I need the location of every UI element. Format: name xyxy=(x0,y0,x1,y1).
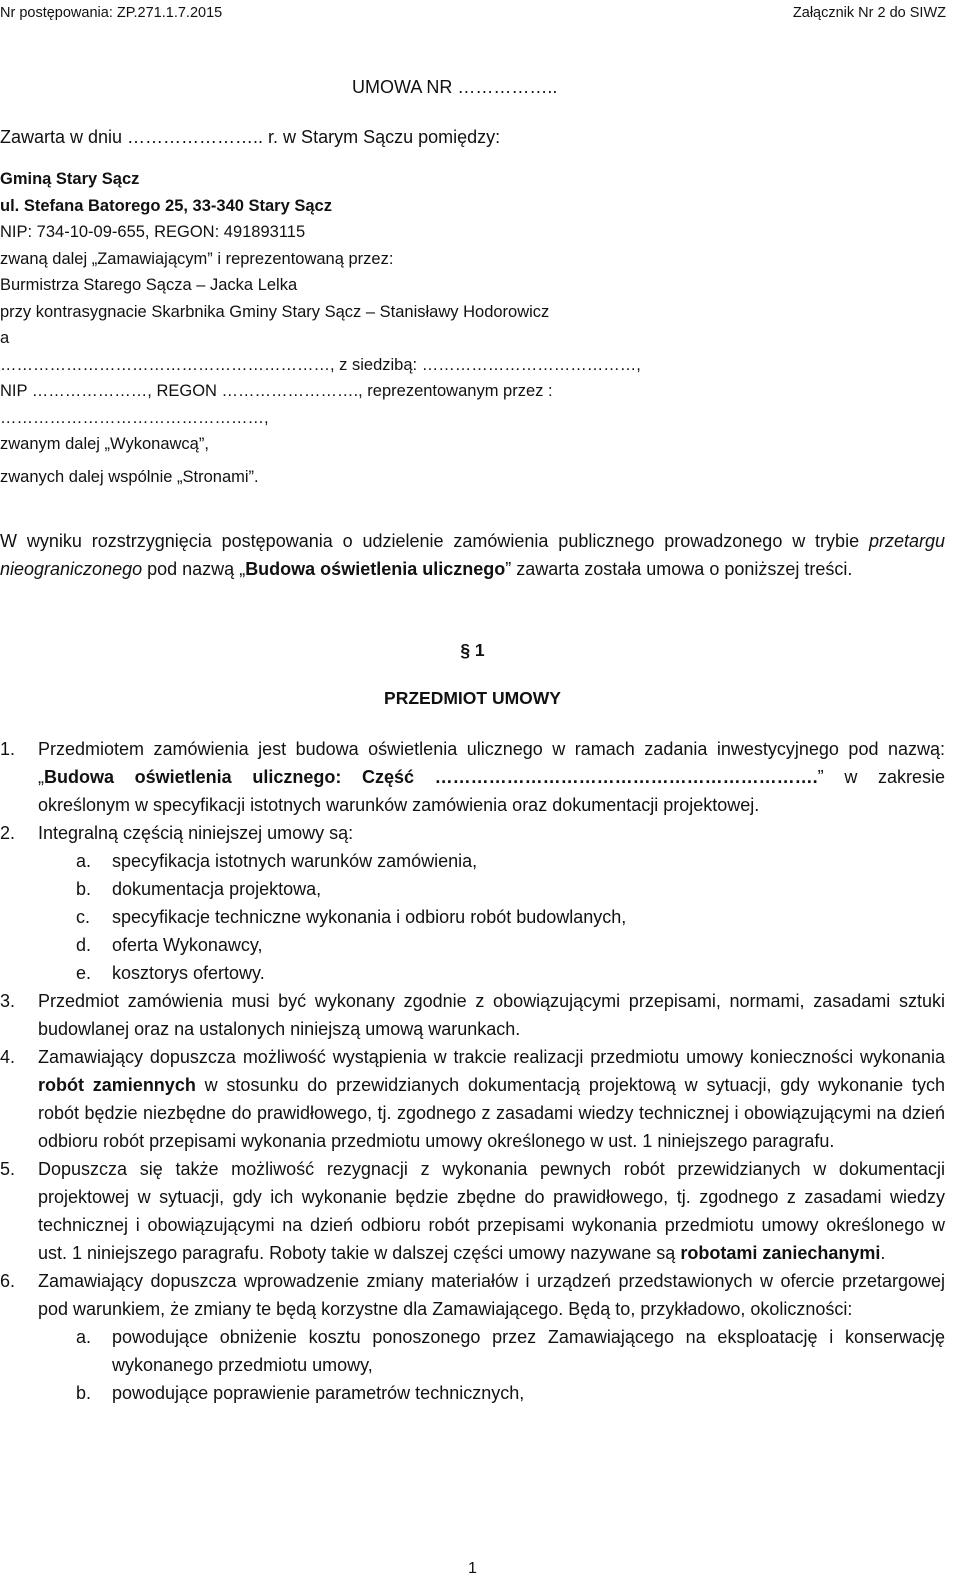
procurement-mode: przetargu nieograniczonego xyxy=(0,531,945,579)
party-ids: NIP: 734-10-09-655, REGON: 491893115 xyxy=(0,223,306,241)
preamble-text-3: ” zawarta została umowa o poniższej treści. xyxy=(505,559,853,579)
contractor-called: zwanym dalej „Wykonawcą”, xyxy=(0,435,209,453)
list-item xyxy=(0,819,945,847)
sub-item-letter: e. xyxy=(76,963,92,983)
header-attachment: Załącznik Nr 2 do SIWZ xyxy=(792,5,946,21)
list-item xyxy=(0,1267,945,1323)
sub-item-letter: c. xyxy=(76,907,91,927)
sub-item-text: dokumentacja projektowa, xyxy=(112,879,322,899)
project-name: Budowa oświetlenia ulicznego xyxy=(245,559,506,579)
preamble-paragraph xyxy=(0,527,945,583)
item-number: 1. xyxy=(0,739,16,759)
party-countersign: przy kontrasygnacie Skarbnika Gminy Stary Sącz – Stanisławy Hodorowicz xyxy=(0,302,550,321)
parties-block xyxy=(0,166,945,490)
item-text: ” w zakresie określonym w specyfikacji istotnych warunków zamówienia oraz dokumentacji projektowej. xyxy=(38,767,945,815)
section-number: § 1 xyxy=(460,640,485,660)
item-text: w stosunku do przewidzianych dokumentacją projektową w sytuacji, gdy wykonanie tych robót będzie niezbędne do prawidłowego, tj. zgodnego z zasadami wiedzy technicznej i obowiązującymi na dzień odbioru robót przepisami wykonania przedmiotu umowy określonego w ust. 1 niniejszego paragrafu. xyxy=(38,1075,945,1151)
header-case-number: Nr postępowania: ZP.271.1.7.2015 xyxy=(0,5,223,21)
sub-item-text: oferta Wykonawcy, xyxy=(112,935,263,955)
sub-item xyxy=(0,875,945,903)
item-bold-text: robót zamiennych xyxy=(38,1075,196,1095)
sub-item-letter: b. xyxy=(76,879,92,899)
party-and: a xyxy=(0,329,10,347)
item-text: . xyxy=(880,1243,886,1263)
sub-item-letter: a. xyxy=(76,851,92,871)
item-number: 6. xyxy=(0,1271,16,1291)
parties-called: zwanych dalej wspólnie „Stronami”. xyxy=(0,467,259,486)
item-number: 5. xyxy=(0,1159,16,1179)
preamble-text-1: W wyniku rozstrzygnięcia postępowania o udzielenie zamówienia publicznego prowadzonego w trybie xyxy=(0,531,869,551)
sub-item xyxy=(0,959,945,987)
page-number: 1 xyxy=(468,1560,477,1577)
sub-item-letter: d. xyxy=(76,935,92,955)
sub-item-text: powodujące poprawienie parametrów technicznych, xyxy=(112,1383,525,1403)
item-number: 3. xyxy=(0,991,16,1011)
item-text: Zamawiający dopuszcza możliwość wystąpienia w trakcie realizacji przedmiotu umowy konieczności wykonania xyxy=(38,1047,945,1067)
section-heading: PRZEDMIOT UMOWY xyxy=(384,688,561,708)
sub-item-text: specyfikacje techniczne wykonania i odbioru robót budowlanych, xyxy=(112,907,627,927)
item-text: Przedmiotem zamówienia jest budowa oświetlenia ulicznego w ramach zadania inwestycyjnego pod nazwą: „ xyxy=(38,739,945,787)
sub-item-text: powodujące obniżenie kosztu ponoszonego przez Zamawiającego na eksploatację i konserwację wykonanego przedmiotu umowy, xyxy=(112,1327,945,1375)
list-item xyxy=(0,1043,945,1155)
sub-item xyxy=(0,903,945,931)
sub-item-text: specyfikacja istotnych warunków zamówienia, xyxy=(112,851,478,871)
sub-item xyxy=(0,1379,945,1407)
contractor-ids: NIP …………………, REGON ……………………., reprezentowanym przez : xyxy=(0,382,553,400)
sub-item xyxy=(0,1323,945,1379)
item-bold-text: Budowa oświetlenia ulicznego: Część ………………………………………………………. xyxy=(44,767,818,787)
preamble-text-2: pod nazwą „ xyxy=(142,559,246,579)
party-called: zwaną dalej „Zamawiającym” i reprezentowaną przez: xyxy=(0,249,394,268)
list-item xyxy=(0,1155,945,1267)
list-item xyxy=(0,735,945,819)
item-text: Zamawiający dopuszcza wprowadzenie zmiany materiałów i urządzeń przedstawionych w ofercie przetargowej pod warunkiem, że zmiany te będą korzystne dla Zamawiającego. Będą to, przykładowo, okoliczności: xyxy=(38,1271,945,1319)
contract-intro: Zawarta w dniu ………………….. r. w Starym Sączu pomiędzy: xyxy=(0,127,501,147)
party-mayor: Burmistrza Starego Sącza – Jacka Lelka xyxy=(0,276,298,294)
sub-item xyxy=(0,931,945,959)
contractor-seat: ……………………………………………………, z siedzibą: …………………………………, xyxy=(0,355,641,374)
sub-item-letter: b. xyxy=(76,1383,92,1403)
sub-item-letter: a. xyxy=(76,1327,92,1347)
section-items xyxy=(0,735,945,1407)
list-item xyxy=(0,987,945,1043)
party-name: Gminą Stary Sącz xyxy=(0,170,140,188)
sub-item-text: kosztorys ofertowy. xyxy=(112,963,265,983)
contractor-representative: …………………………………………, xyxy=(0,408,269,427)
item-text: Przedmiot zamówienia musi być wykonany zgodnie z obowiązującymi przepisami, normami, zasadami sztuki budowlanej oraz na ustalonych niniejszą umową warunkach. xyxy=(38,991,945,1039)
item-text: Integralną częścią niniejszej umowy są: xyxy=(38,823,354,843)
party-address: ul. Stefana Batorego 25, 33-340 Stary Sącz xyxy=(0,196,332,215)
item-number: 2. xyxy=(0,823,16,843)
contract-title: UMOWA NR …………….. xyxy=(352,77,558,97)
item-number: 4. xyxy=(0,1047,16,1067)
item-text: Dopuszcza się także możliwość rezygnacji z wykonania pewnych robót przewidzianych w dokumentacji projektowej w sytuacji, gdy ich wykonanie będzie zbędne do prawidłowego, tj. zgodnego z zasadami wiedzy technicznej i obowiązującymi na dzień odbioru robót przepisami wykonania przedmiotu umowy określonego w ust. 1 niniejszego paragrafu. Roboty takie w dalszej części umowy nazywane są xyxy=(38,1159,945,1263)
sub-item xyxy=(0,847,945,875)
item-bold-text: robotami zaniechanymi xyxy=(680,1243,881,1263)
